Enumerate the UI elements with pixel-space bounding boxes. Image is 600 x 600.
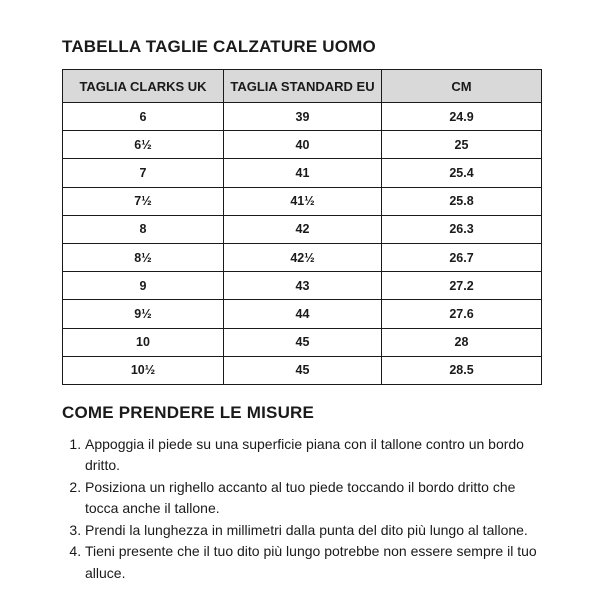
column-header-uk: TAGLIA CLARKS UK bbox=[63, 70, 224, 103]
table-row bbox=[63, 356, 542, 384]
table-row bbox=[63, 243, 542, 271]
uk-size-cell: 9½ bbox=[63, 300, 224, 328]
instruction-step: 1. Appoggia il piede su una superficie piana con il tallone contro un bordo dritto. bbox=[85, 434, 540, 477]
uk-size-cell: 7½ bbox=[63, 187, 224, 215]
column-header-cm: CM bbox=[382, 70, 542, 103]
table-row bbox=[63, 159, 542, 187]
column-header-eu: TAGLIA STANDARD EU bbox=[224, 70, 382, 103]
eu-size-cell: 45 bbox=[224, 356, 382, 384]
eu-size-cell: 45 bbox=[224, 328, 382, 356]
uk-size-cell: 6½ bbox=[63, 131, 224, 159]
cm-size-cell: 27.6 bbox=[382, 300, 542, 328]
cm-size-cell: 28 bbox=[382, 328, 542, 356]
cm-size-cell: 26.3 bbox=[382, 215, 542, 243]
instructions-list bbox=[62, 434, 540, 585]
uk-size-cell: 7 bbox=[63, 159, 224, 187]
uk-size-cell: 8½ bbox=[63, 243, 224, 271]
table-row bbox=[63, 131, 542, 159]
cm-size-cell: 26.7 bbox=[382, 243, 542, 271]
uk-size-cell: 9 bbox=[63, 272, 224, 300]
instruction-step: 2. Posiziona un righello accanto al tuo piede toccando il bordo dritto che tocca anche il tallone. bbox=[85, 477, 540, 520]
cm-size-cell: 24.9 bbox=[382, 103, 542, 131]
uk-size-cell: 8 bbox=[63, 215, 224, 243]
eu-size-cell: 39 bbox=[224, 103, 382, 131]
table-header-row bbox=[63, 70, 542, 103]
eu-size-cell: 40 bbox=[224, 131, 382, 159]
instruction-step: 4. Tieni presente che il tuo dito più lungo potrebbe non essere sempre il tuo alluce. bbox=[85, 541, 540, 584]
table-row bbox=[63, 272, 542, 300]
eu-size-cell: 42½ bbox=[224, 243, 382, 271]
cm-size-cell: 28.5 bbox=[382, 356, 542, 384]
uk-size-cell: 6 bbox=[63, 103, 224, 131]
eu-size-cell: 41 bbox=[224, 159, 382, 187]
instructions-title: COME PRENDERE LE MISURE bbox=[62, 402, 315, 422]
table-row bbox=[63, 328, 542, 356]
cm-size-cell: 25.4 bbox=[382, 159, 542, 187]
cm-size-cell: 25.8 bbox=[382, 187, 542, 215]
table-row bbox=[63, 215, 542, 243]
cm-size-cell: 27.2 bbox=[382, 272, 542, 300]
table-row bbox=[63, 187, 542, 215]
eu-size-cell: 42 bbox=[224, 215, 382, 243]
uk-size-cell: 10½ bbox=[63, 356, 224, 384]
page-title: TABELLA TAGLIE CALZATURE UOMO bbox=[62, 37, 376, 56]
table-row bbox=[63, 103, 542, 131]
table-row bbox=[63, 300, 542, 328]
eu-size-cell: 41½ bbox=[224, 187, 382, 215]
cm-size-cell: 25 bbox=[382, 131, 542, 159]
size-table bbox=[62, 69, 542, 385]
uk-size-cell: 10 bbox=[63, 328, 224, 356]
eu-size-cell: 43 bbox=[224, 272, 382, 300]
eu-size-cell: 44 bbox=[224, 300, 382, 328]
instruction-step: 3. Prendi la lunghezza in millimetri dalla punta del dito più lungo al tallone. bbox=[85, 520, 540, 542]
